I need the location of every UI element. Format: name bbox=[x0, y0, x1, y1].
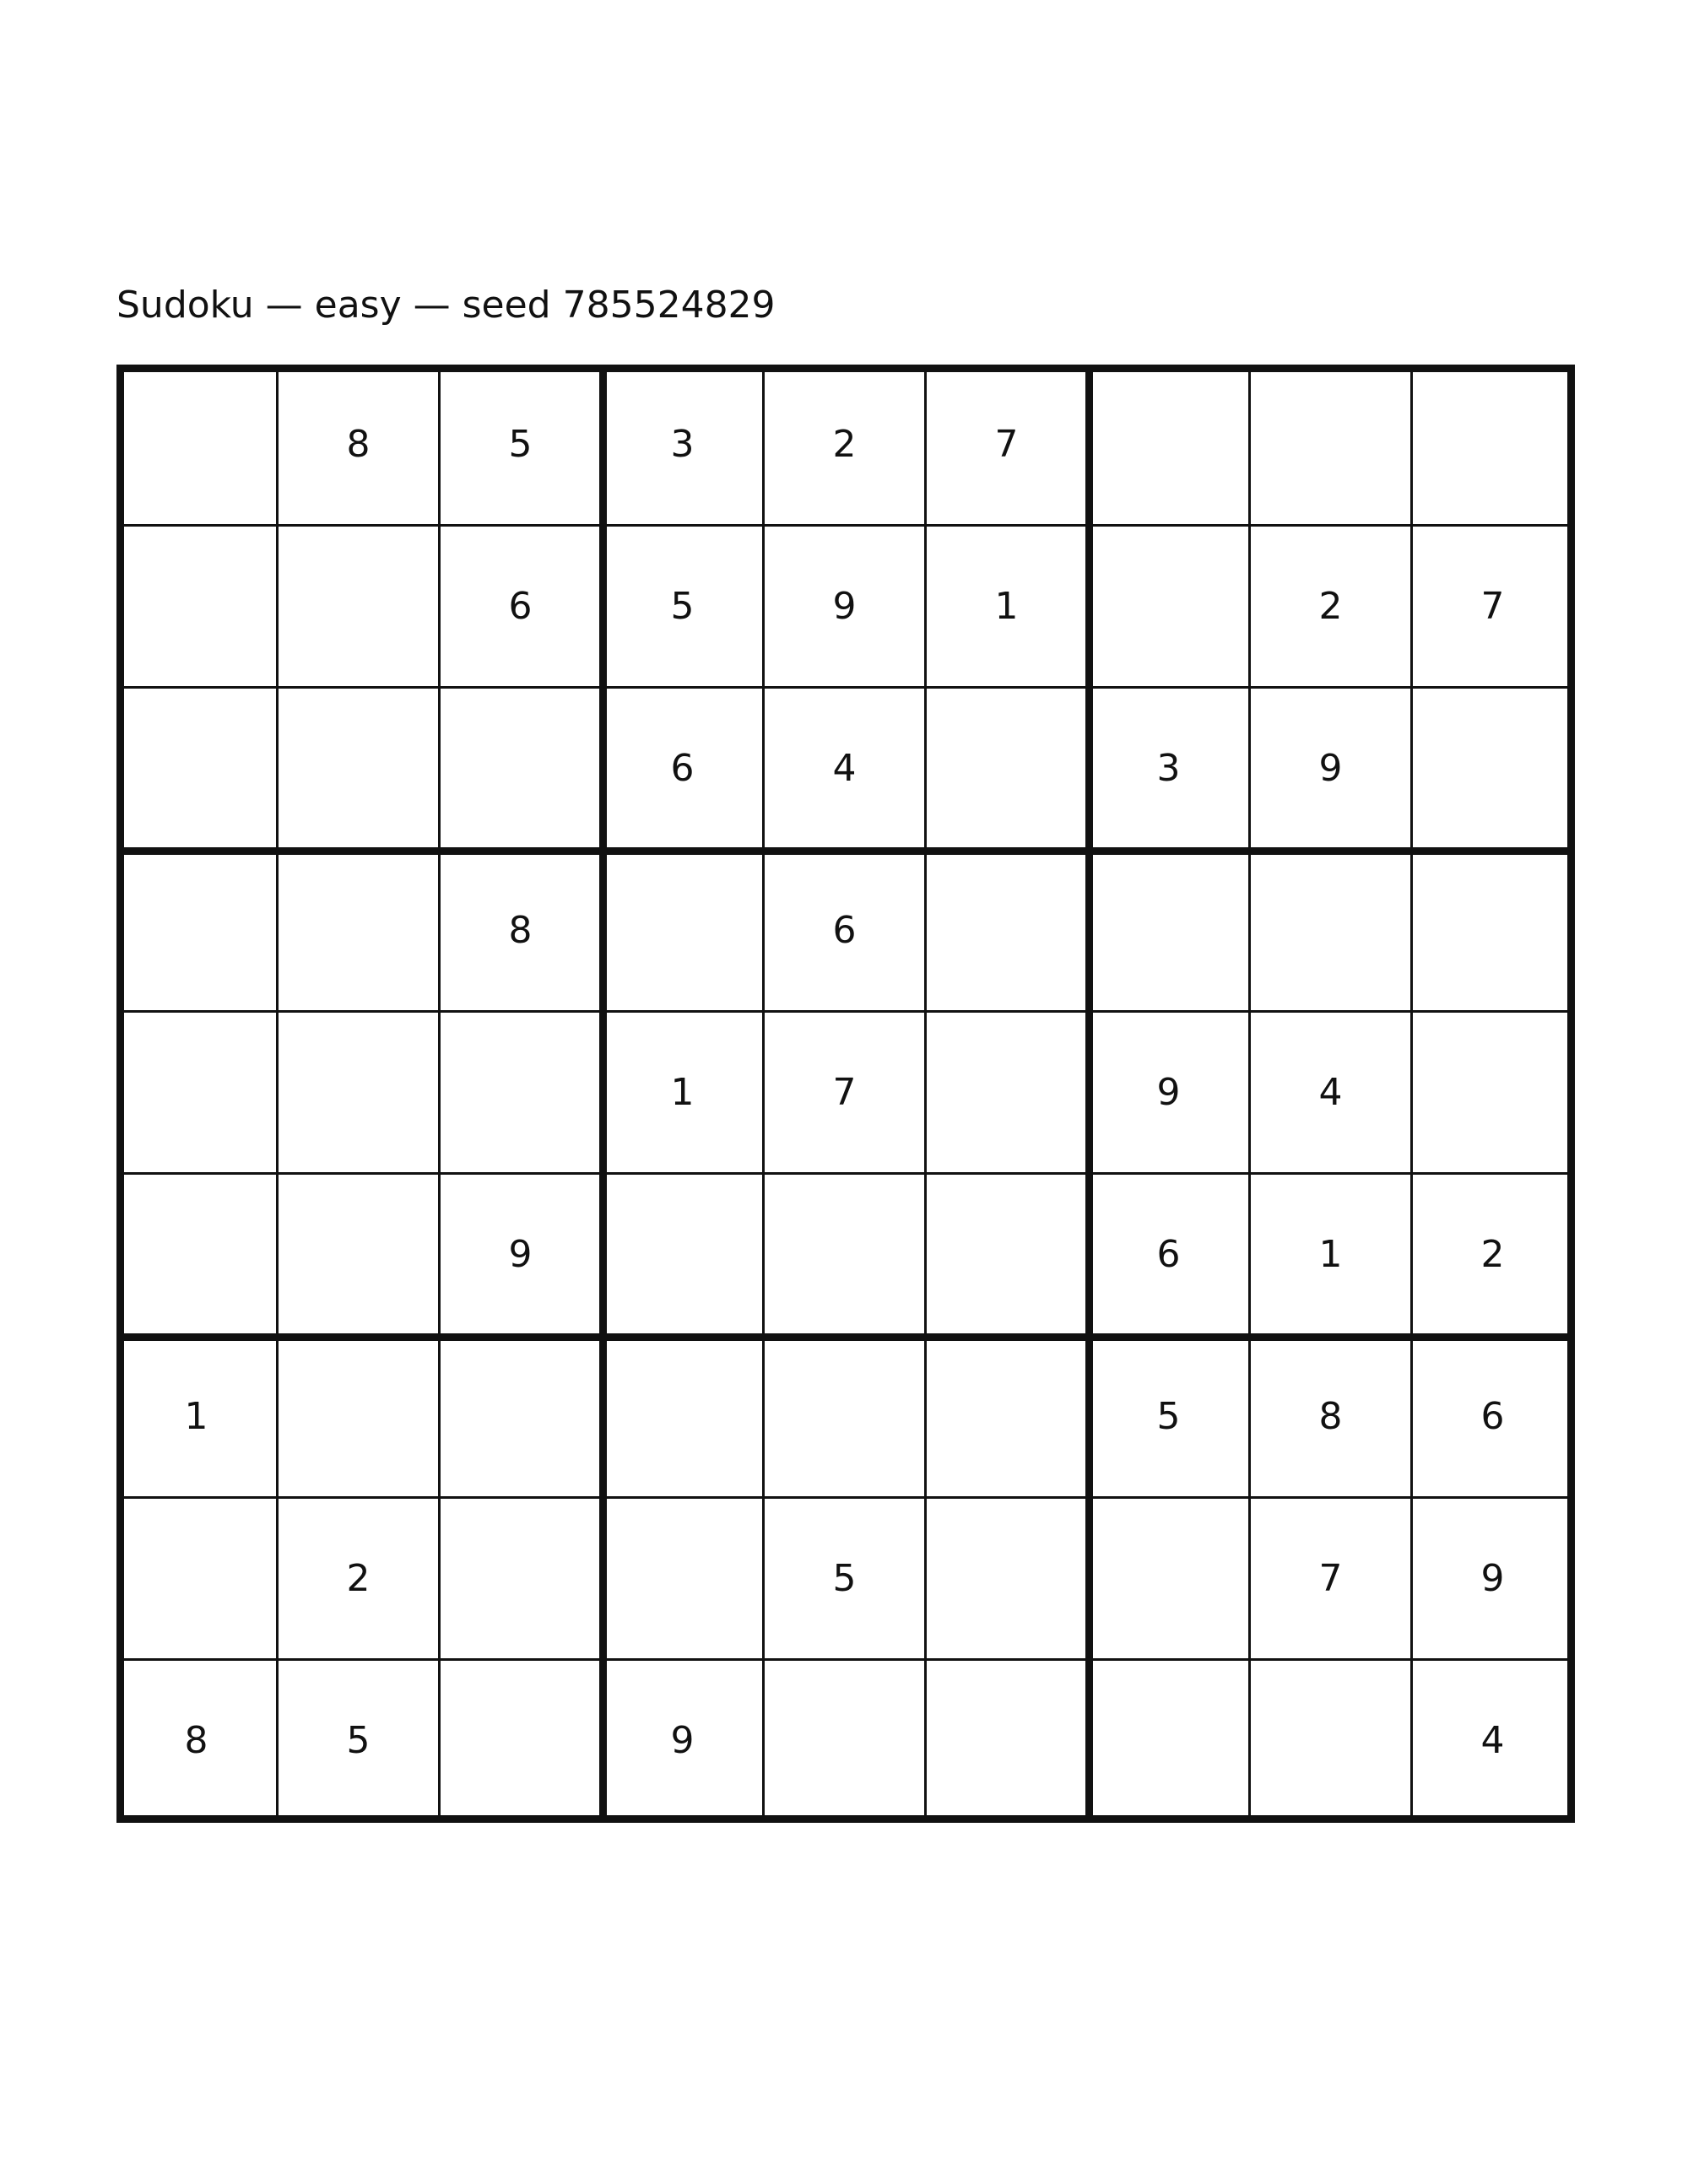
given-cell: 6 bbox=[1089, 1175, 1251, 1337]
empty-cell[interactable] bbox=[765, 1175, 927, 1337]
empty-cell[interactable] bbox=[279, 1013, 441, 1175]
given-cell: 1 bbox=[603, 1013, 765, 1175]
empty-cell[interactable] bbox=[603, 1175, 765, 1337]
empty-cell[interactable] bbox=[1089, 365, 1251, 527]
given-cell: 5 bbox=[765, 1499, 927, 1661]
given-cell: 4 bbox=[1251, 1013, 1413, 1175]
given-cell: 6 bbox=[1413, 1337, 1575, 1499]
given-cell: 9 bbox=[1089, 1013, 1251, 1175]
empty-cell[interactable] bbox=[1251, 365, 1413, 527]
given-cell: 6 bbox=[765, 851, 927, 1013]
empty-cell[interactable] bbox=[1251, 1661, 1413, 1823]
empty-cell[interactable] bbox=[1413, 851, 1575, 1013]
empty-cell[interactable] bbox=[441, 1013, 603, 1175]
given-cell: 1 bbox=[116, 1337, 279, 1499]
given-cell: 4 bbox=[1413, 1661, 1575, 1823]
given-cell: 9 bbox=[1413, 1499, 1575, 1661]
given-cell: 8 bbox=[1251, 1337, 1413, 1499]
empty-cell[interactable] bbox=[116, 365, 279, 527]
empty-cell[interactable] bbox=[765, 1661, 927, 1823]
given-cell: 2 bbox=[765, 365, 927, 527]
empty-cell[interactable] bbox=[603, 851, 765, 1013]
given-cell: 9 bbox=[441, 1175, 603, 1337]
given-cell: 6 bbox=[441, 527, 603, 689]
empty-cell[interactable] bbox=[279, 1337, 441, 1499]
given-cell: 7 bbox=[1413, 527, 1575, 689]
empty-cell[interactable] bbox=[927, 1661, 1089, 1823]
given-cell: 6 bbox=[603, 689, 765, 851]
given-cell: 5 bbox=[603, 527, 765, 689]
empty-cell[interactable] bbox=[1251, 851, 1413, 1013]
empty-cell[interactable] bbox=[927, 1499, 1089, 1661]
empty-cell[interactable] bbox=[927, 1175, 1089, 1337]
given-cell: 8 bbox=[279, 365, 441, 527]
given-cell: 1 bbox=[1251, 1175, 1413, 1337]
puzzle-title: Sudoku — easy — seed 785524829 bbox=[116, 284, 776, 327]
empty-cell[interactable] bbox=[441, 1661, 603, 1823]
empty-cell[interactable] bbox=[116, 689, 279, 851]
empty-cell[interactable] bbox=[603, 1337, 765, 1499]
empty-cell[interactable] bbox=[603, 1499, 765, 1661]
given-cell: 7 bbox=[765, 1013, 927, 1175]
empty-cell[interactable] bbox=[1089, 527, 1251, 689]
empty-cell[interactable] bbox=[441, 1337, 603, 1499]
empty-cell[interactable] bbox=[116, 1013, 279, 1175]
given-cell: 7 bbox=[1251, 1499, 1413, 1661]
empty-cell[interactable] bbox=[927, 1013, 1089, 1175]
given-cell: 1 bbox=[927, 527, 1089, 689]
given-cell: 2 bbox=[1251, 527, 1413, 689]
given-cell: 2 bbox=[279, 1499, 441, 1661]
given-cell: 8 bbox=[441, 851, 603, 1013]
given-cell: 4 bbox=[765, 689, 927, 851]
empty-cell[interactable] bbox=[441, 1499, 603, 1661]
empty-cell[interactable] bbox=[116, 527, 279, 689]
sudoku-board bbox=[116, 365, 1575, 1823]
given-cell: 3 bbox=[1089, 689, 1251, 851]
given-cell: 5 bbox=[1089, 1337, 1251, 1499]
empty-cell[interactable] bbox=[927, 1337, 1089, 1499]
empty-cell[interactable] bbox=[116, 1175, 279, 1337]
empty-cell[interactable] bbox=[1413, 365, 1575, 527]
empty-cell[interactable] bbox=[116, 851, 279, 1013]
empty-cell[interactable] bbox=[927, 689, 1089, 851]
empty-cell[interactable] bbox=[441, 689, 603, 851]
given-cell: 5 bbox=[279, 1661, 441, 1823]
empty-cell[interactable] bbox=[765, 1337, 927, 1499]
empty-cell[interactable] bbox=[1089, 851, 1251, 1013]
empty-cell[interactable] bbox=[116, 1499, 279, 1661]
empty-cell[interactable] bbox=[279, 527, 441, 689]
empty-cell[interactable] bbox=[279, 851, 441, 1013]
empty-cell[interactable] bbox=[279, 689, 441, 851]
given-cell: 9 bbox=[1251, 689, 1413, 851]
empty-cell[interactable] bbox=[1413, 1013, 1575, 1175]
given-cell: 9 bbox=[765, 527, 927, 689]
given-cell: 2 bbox=[1413, 1175, 1575, 1337]
empty-cell[interactable] bbox=[1089, 1661, 1251, 1823]
empty-cell[interactable] bbox=[279, 1175, 441, 1337]
empty-cell[interactable] bbox=[1089, 1499, 1251, 1661]
empty-cell[interactable] bbox=[1413, 689, 1575, 851]
empty-cell[interactable] bbox=[927, 851, 1089, 1013]
given-cell: 8 bbox=[116, 1661, 279, 1823]
given-cell: 3 bbox=[603, 365, 765, 527]
given-cell: 9 bbox=[603, 1661, 765, 1823]
given-cell: 5 bbox=[441, 365, 603, 527]
given-cell: 7 bbox=[927, 365, 1089, 527]
